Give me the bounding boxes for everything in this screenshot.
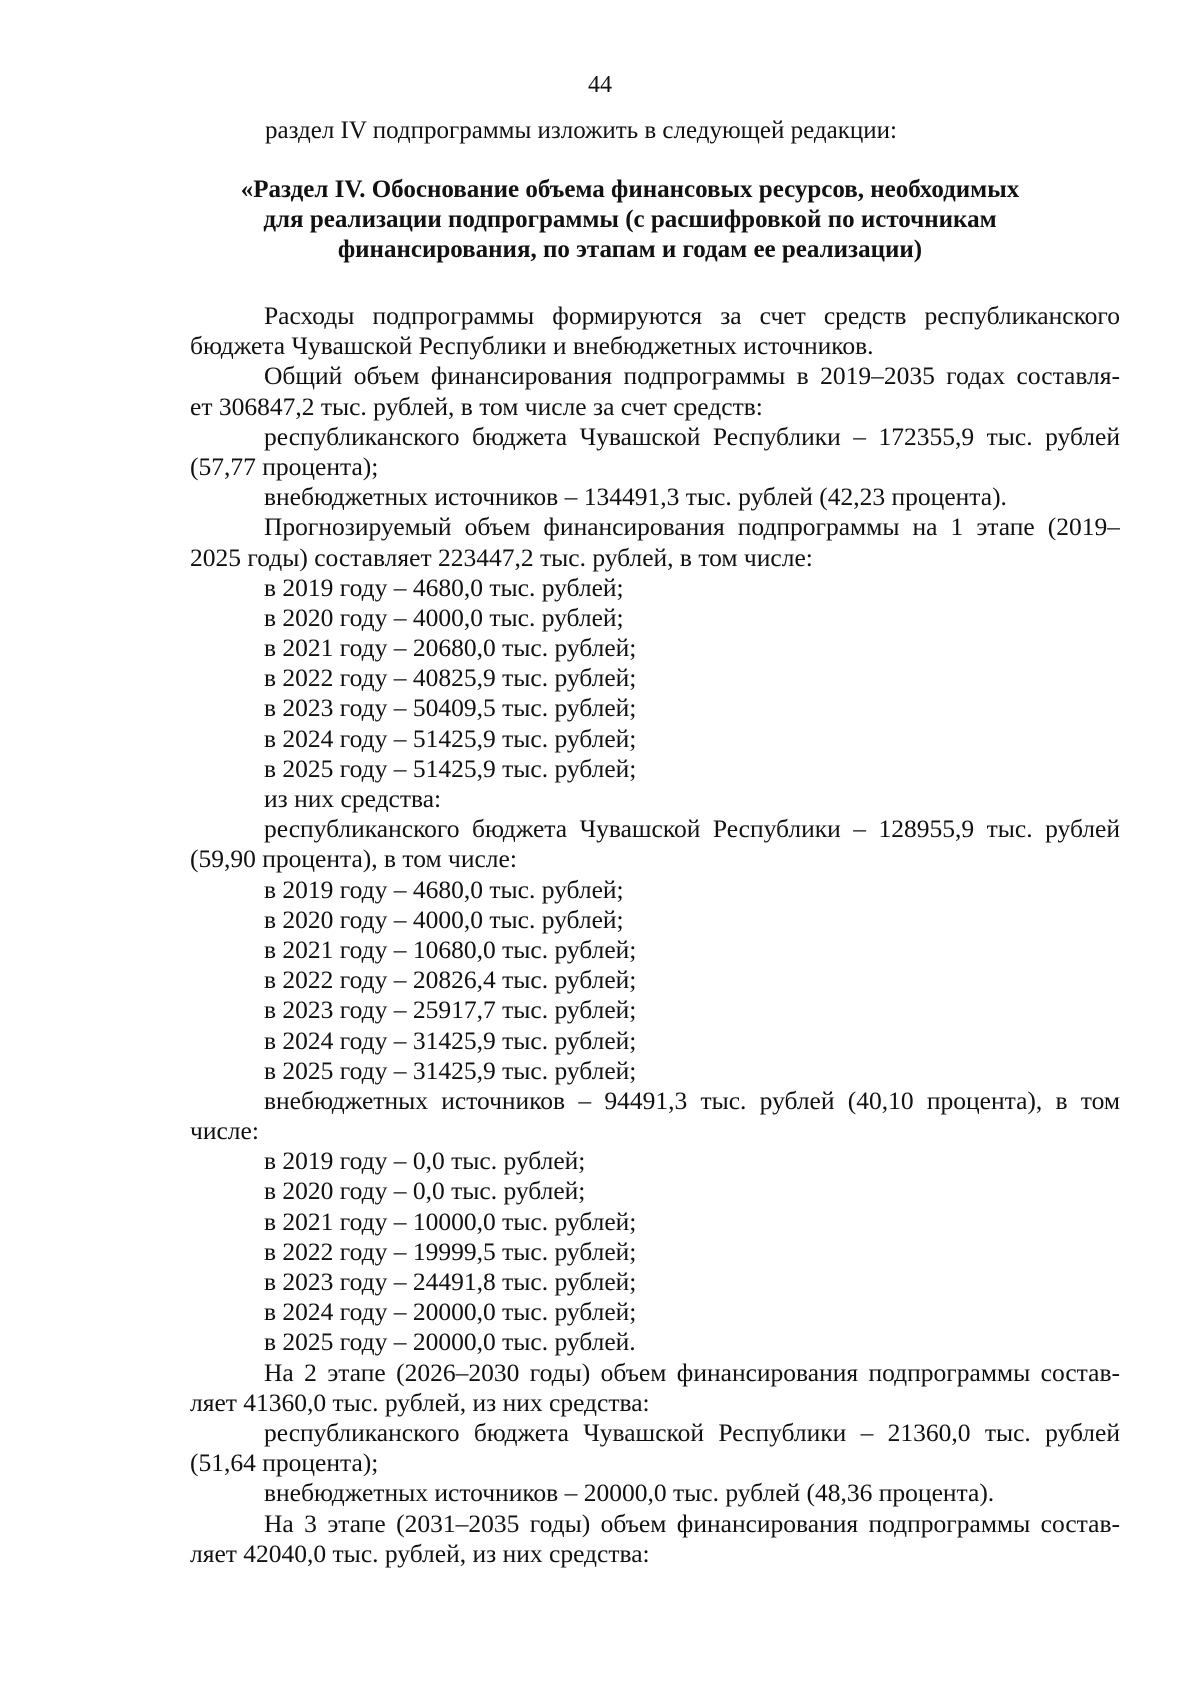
text-line: ляет 41360,0 тыс. рублей, из них средства: (190, 1387, 650, 1417)
text-line: в 2020 году – 4000,0 тыс. рублей; (264, 602, 624, 632)
text-line: внебюджетных источников – 20000,0 тыс. рублей (48,36 процента). (264, 1478, 995, 1508)
text-line: в 2023 году – 24491,8 тыс. рублей; (264, 1267, 637, 1296)
text-line: в 2024 году – 51425,9 тыс. рублей; (264, 723, 637, 753)
text-line: в 2021 году – 10000,0 тыс. рублей; (264, 1206, 637, 1236)
text-line: Прогнозируемый объем финансирования подпрограммы на 1 этапе (2019– (264, 512, 1120, 542)
section-heading (190, 175, 1070, 265)
text-line: числе: (190, 1116, 259, 1146)
text-line: ляет 42040,0 тыс. рублей, из них средства: (190, 1538, 650, 1568)
text-line: в 2025 году – 51425,9 тыс. рублей; (264, 753, 637, 783)
section-heading-line: финансирования, по этапам и годам ее реализации) (337, 236, 923, 263)
text-line: ет 306847,2 тыс. рублей, в том числе за счет средств: (190, 391, 763, 421)
text-line: республиканского бюджета Чувашской Республики – 128955,9 тыс. рублей (264, 814, 1120, 844)
text-line: бюджета Чувашской Республики и внебюджетных источников. (190, 331, 874, 361)
text-line: внебюджетных источников – 94491,3 тыс. рублей (40,10 процента), в том (264, 1085, 1120, 1115)
text-line: республиканского бюджета Чувашской Республики – 172355,9 тыс. рублей (264, 421, 1120, 451)
text-line: в 2022 году – 40825,9 тыс. рублей; (264, 663, 637, 693)
text-line: в 2021 году – 10680,0 тыс. рублей; (264, 934, 637, 964)
page-number: 44 (588, 72, 612, 98)
text-line: республиканского бюджета Чувашской Республики – 21360,0 тыс. рублей (264, 1417, 1120, 1447)
text-line: (59,90 процента), в том числе: (190, 844, 517, 874)
text-line: (57,77 процента); (190, 451, 379, 481)
text-line: в 2024 году – 31425,9 тыс. рублей; (264, 1025, 637, 1055)
text-line: На 2 этапе (2026–2030 годы) объем финансирования подпрограммы состав- (264, 1357, 1120, 1387)
text-line: в 2020 году – 4000,0 тыс. рублей; (264, 904, 624, 934)
text-line: 2025 годы) составляет 223447,2 тыс. рублей, в том числе: (190, 542, 813, 572)
text-line: в 2022 году – 20826,4 тыс. рублей; (264, 965, 637, 995)
text-line: в 2020 году – 0,0 тыс. рублей; (264, 1176, 586, 1206)
text-line: (51,64 процента); (190, 1448, 379, 1478)
text-line: На 3 этапе (2031–2035 годы) объем финансирования подпрограммы состав- (264, 1508, 1120, 1538)
text-line: в 2023 году – 50409,5 тыс. рублей; (264, 693, 637, 723)
text-line: в 2022 году – 19999,5 тыс. рублей; (264, 1236, 637, 1266)
text-line: в 2023 году – 25917,7 тыс. рублей; (264, 995, 637, 1025)
text-line: в 2025 году – 31425,9 тыс. рублей; (264, 1055, 637, 1085)
text-line: внебюджетных источников – 134491,3 тыс. рублей (42,23 процента). (264, 482, 1007, 512)
text-line: в 2021 году – 20680,0 тыс. рублей; (264, 633, 637, 663)
body-text (190, 301, 1120, 1569)
text-line: в 2019 году – 4680,0 тыс. рублей; (264, 572, 624, 602)
intro-paragraph: раздел IV подпрограммы изложить в следующей редакции: (265, 117, 897, 144)
text-line: из них средства: (264, 784, 442, 813)
text-line: Расходы подпрограммы формируются за счет средств республиканского (264, 301, 1120, 330)
text-line: в 2019 году – 0,0 тыс. рублей; (264, 1146, 586, 1176)
section-heading-line: для реализации подпрограммы (с расшифровкой по источникам (263, 206, 997, 233)
text-line: в 2025 году – 20000,0 тыс. рублей. (264, 1327, 636, 1357)
text-line: в 2024 году – 20000,0 тыс. рублей; (264, 1297, 637, 1327)
text-line: в 2019 году – 4680,0 тыс. рублей; (264, 874, 624, 904)
text-line: Общий объем финансирования подпрограммы в 2019–2035 годах составля- (264, 361, 1120, 391)
section-heading-line: «Раздел IV. Обоснование объема финансовых ресурсов, необходимых (240, 176, 1020, 203)
